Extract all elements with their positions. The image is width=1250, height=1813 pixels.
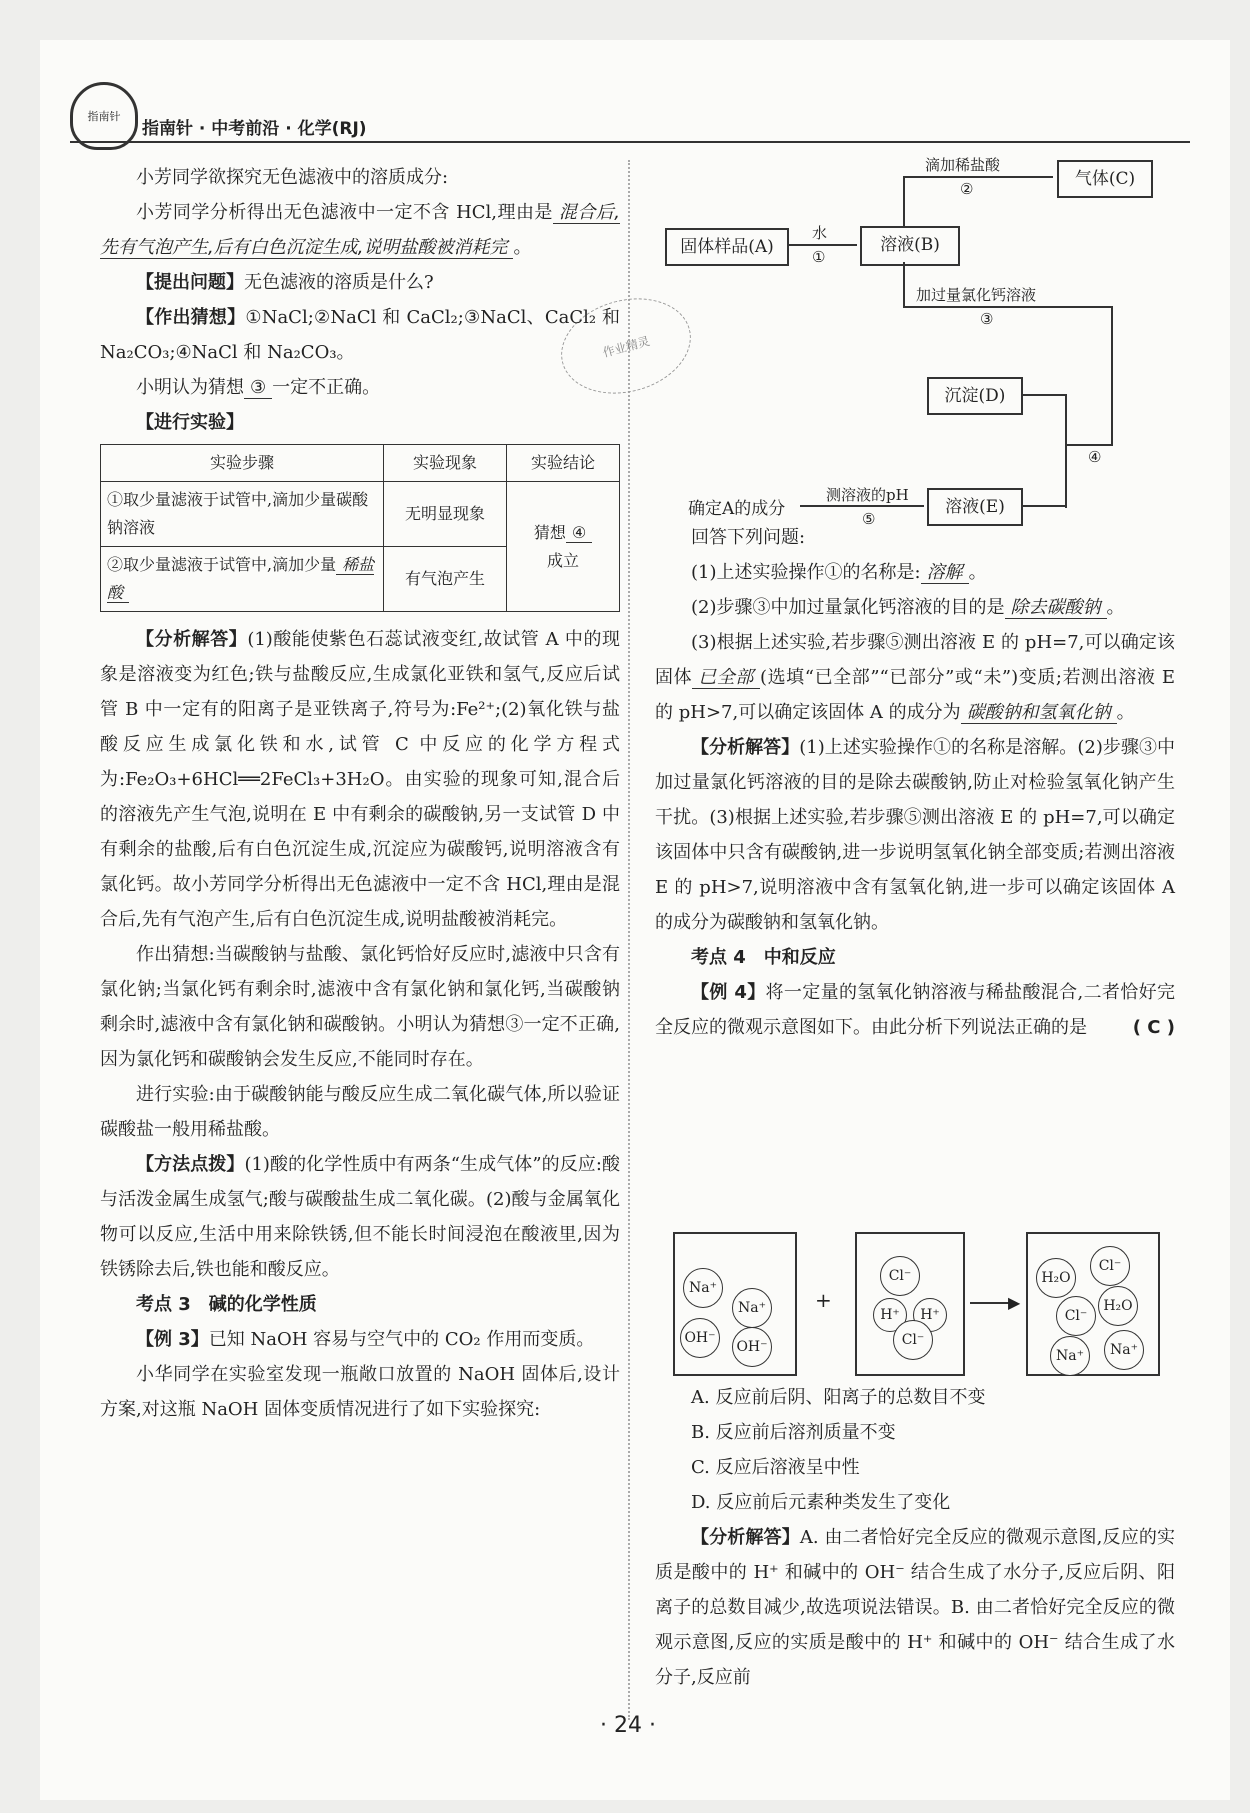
label: 【作出猜想】	[136, 307, 246, 328]
column-divider	[628, 160, 630, 1720]
text: 小明认为猜想	[136, 377, 244, 398]
handwritten-answer: 稀盐酸	[107, 555, 375, 602]
label: 【进行实验】	[136, 412, 244, 433]
para	[100, 1322, 620, 1357]
table-header-row	[101, 445, 620, 482]
handwritten-answer: 溶解	[921, 562, 969, 584]
handwritten-answer: ③	[244, 377, 272, 399]
text: A. 由二者恰好完全反应的微观示意图,反应的实质是酸中的 H⁺ 和碱中的 OH⁻ 结合生成了水分子,反应后阴、阳离子的总数目减少,故选项说法错误。B. 由二者恰好完全反应的微观示意图,反应的实质是酸中的 H⁺ 和碱中的 OH⁻ 结合生成了水分子,反应前	[655, 1527, 1175, 1688]
table-cell	[507, 482, 620, 612]
ion: H₂O	[1098, 1286, 1138, 1326]
text: 。	[1106, 597, 1125, 618]
text: (选填“已全部”“已部分”或“未”)变质;若测出溶液 E 的 pH>7,可以确定该固体 A 的成分为	[655, 667, 1175, 723]
table-header: 实验步骤	[101, 445, 384, 482]
ion: H⁺	[913, 1298, 947, 1332]
label: 【例 3】	[136, 1329, 209, 1350]
right-column	[655, 520, 1175, 1045]
label: 【提出问题】	[136, 272, 244, 293]
label-step5: ⑤	[862, 510, 876, 528]
header-title: 指南针 · 中考前沿 · 化学(RJ)	[142, 119, 367, 139]
handwritten-answer: 混合后,先有气泡产生,后有白色沉淀生成,说明盐酸被消耗完	[100, 202, 620, 258]
ion: Na⁺	[1050, 1336, 1090, 1376]
ion: H₂O	[1036, 1258, 1076, 1298]
para	[655, 555, 1175, 590]
table-header: 实验现象	[384, 445, 507, 482]
text: 已知 NaOH 容易与空气中的 CO₂ 作用而变质。	[208, 1329, 595, 1350]
arrow-line	[800, 505, 924, 507]
para	[655, 1520, 1175, 1695]
section-heading: 考点 4 中和反应	[691, 947, 836, 968]
plus-sign: +	[815, 1288, 832, 1312]
text: (1)酸能使紫色石蕊试液变红,故试管 A 中的现象是溶液变为红色;铁与盐酸反应,生成氯化亚铁和氢气,反应后试管 B 中一定有的阳离子是亚铁离子,符号为:Fe²⁺;(2)氧化铁与盐酸反应生成氯化铁和水,试管 C 中反应的化学方程式为:Fe₂O₃+6HCl══2FeCl₃+3H₂O。由实验的现象可知,混合后的溶液先产生气泡,说明在 E 中有剩余的碳酸钠,另一支试管 D 中有剩余的盐酸,后有白色沉淀生成,沉淀应为碳酸钙,说明溶液含有氯化钙。故小芳同学分析得出无色滤液中一定不含 HCl,理由是混合后,先有气泡产生,后有白色沉淀生成,说明盐酸被消耗完。	[100, 629, 620, 930]
text: 成立	[546, 550, 579, 570]
table-cell: ①取少量滤液于试管中,滴加少量碳酸钠溶液	[101, 482, 384, 547]
table-cell: 无明显现象	[384, 482, 507, 547]
label-measure-ph: 测溶液的pH	[826, 486, 909, 504]
para: 回答下列问题:	[691, 527, 806, 548]
text: ②取少量滤液于试管中,滴加少量	[107, 555, 337, 574]
arrow-line	[1065, 394, 1067, 508]
text: 。	[513, 237, 532, 258]
para	[100, 1147, 620, 1287]
para	[655, 975, 1175, 1045]
ion: Cl⁻	[880, 1256, 920, 1296]
para	[100, 370, 620, 405]
arrow-line	[970, 1302, 1012, 1304]
label-step3: ③	[980, 310, 994, 328]
arrow-head-icon: ▶	[1008, 1293, 1021, 1312]
logo-text: 指南针	[87, 110, 121, 123]
text: 一定不正确。	[272, 377, 381, 398]
ion: Cl⁻	[1056, 1296, 1096, 1336]
ion: Na⁺	[1104, 1330, 1144, 1370]
text: (2)步骤③中加过量氯化钙溶液的目的是	[691, 597, 1005, 618]
text: 。	[1116, 702, 1135, 723]
text: 无色滤液的溶质是什么?	[244, 272, 434, 293]
label-add-acid: 滴加稀盐酸	[925, 156, 1001, 174]
text: 。	[968, 562, 987, 583]
logo	[70, 82, 138, 150]
option-d: D. 反应前后元素种类发生了变化	[691, 1492, 951, 1513]
para: 小华同学在实验室发现一瓶敞口放置的 NaOH 固体后,设计方案,对这瓶 NaOH 固体变质情况进行了如下实验探究:	[100, 1364, 620, 1420]
ion: Cl⁻	[1090, 1246, 1130, 1286]
ion: Na⁺	[683, 1268, 723, 1308]
option-a: A. 反应前后阴、阳离子的总数目不变	[691, 1387, 986, 1408]
options-and-analysis	[655, 1380, 1175, 1695]
box-solution-b: 溶液(B)	[860, 226, 960, 266]
watermark-stamp: 作业精灵	[550, 284, 701, 407]
handwritten-answer: 碳酸钠和氢氧化钠	[961, 702, 1117, 724]
ion: Na⁺	[732, 1288, 772, 1328]
text: 猜想	[533, 522, 566, 542]
para: 进行实验:由于碳酸钠能与酸反应生成二氧化碳气体,所以验证碳酸盐一般用稀盐酸。	[100, 1084, 620, 1140]
box-gas-c: 气体(C)	[1057, 160, 1153, 198]
section-heading: 考点 3 碱的化学性质	[136, 1294, 317, 1315]
label-step1: ①	[812, 248, 826, 266]
ion: OH⁻	[680, 1318, 720, 1358]
answer: ( C )	[1132, 1017, 1175, 1038]
label-step4: ④	[1088, 448, 1102, 466]
arrow-line	[1066, 444, 1112, 446]
text: ①NaCl;②NaCl 和 CaCl₂;③NaCl、CaCl₂ 和 Na₂CO₃;④NaCl 和 Na₂CO₃。	[100, 307, 621, 363]
label: 【分析解答】	[691, 737, 800, 758]
box-sample: 固体样品(A)	[665, 228, 789, 266]
text: 将一定量的氢氧化钠溶液与稀盐酸混合,二者恰好完全反应的微观示意图如下。由此分析下列说法正确的是	[655, 982, 1175, 1038]
arrow-line	[903, 176, 905, 226]
label: 【分析解答】	[136, 629, 248, 650]
ion: H⁺	[873, 1298, 907, 1332]
box-precipitate-d: 沉淀(D)	[927, 377, 1023, 415]
table-row	[101, 482, 620, 547]
text: (3)根据上述实验,若步骤⑤测出溶液 E 的 pH=7,可以确定该固体	[655, 632, 1175, 688]
option-b: B. 反应前后溶剂质量不变	[691, 1422, 896, 1443]
header-rule	[70, 141, 1190, 143]
box-solution-e: 溶液(E)	[927, 488, 1023, 526]
label: 【分析解答】	[691, 1527, 800, 1548]
arrow-line	[903, 306, 1113, 308]
page-number: · 24 ·	[600, 1713, 656, 1738]
arrow-line	[903, 262, 905, 308]
label-determine-a: 确定A的成分	[688, 499, 786, 519]
handwritten-answer: 已全部	[692, 667, 760, 689]
experiment-table	[100, 444, 620, 612]
para	[655, 730, 1175, 940]
label: 【方法点拨】	[136, 1154, 245, 1175]
option-c: C. 反应后溶液呈中性	[691, 1457, 860, 1478]
handwritten-answer: 除去碳酸钠	[1005, 597, 1107, 619]
label-add-cacl2: 加过量氯化钙溶液	[916, 286, 1037, 304]
handwritten-answer: ④	[566, 523, 592, 543]
ion: OH⁻	[732, 1327, 772, 1367]
text: (1)酸的化学性质中有两条“生成气体”的反应:酸与活泼金属生成氢气;酸与碳酸盐生成二氧化碳。(2)酸与金属氧化物可以反应,生活中用来除铁锈,但不能长时间浸泡在酸液里,因为铁锈除去后,铁也能和酸反应。	[100, 1154, 620, 1280]
arrow-line	[1111, 306, 1113, 446]
table-cell	[101, 547, 384, 612]
arrow-line	[789, 244, 857, 246]
para	[655, 625, 1175, 730]
arrow-line	[1022, 505, 1066, 507]
label-water: 水	[812, 224, 828, 242]
para	[100, 195, 620, 265]
arrow-line	[903, 176, 1053, 178]
ion: Cl⁻	[893, 1320, 933, 1360]
para	[655, 590, 1175, 625]
para	[100, 265, 620, 300]
text: (1)上述实验操作①的名称是:	[691, 562, 921, 583]
arrow-line	[1022, 394, 1066, 396]
table-header: 实验结论	[507, 445, 620, 482]
para	[100, 300, 620, 370]
label: 【例 4】	[691, 982, 766, 1003]
text: (1)上述实验操作①的名称是溶解。(2)步骤③中加过量氯化钙溶液的目的是除去碳酸钠,防止对检验氢氧化钠产生干扰。(3)根据上述实验,若步骤⑤测出溶液 E 的 pH=7,可以确定该固体中只含有碳酸钠,进一步说明氢氧化钠全部变质;若测出溶液 E 的 pH>7,说明溶液中含有氢氧化钠,进一步可以确定该固体 A 的成分为碳酸钠和氢氧化钠。	[655, 737, 1176, 933]
para	[100, 405, 620, 440]
table-cell: 有气泡产生	[384, 547, 507, 612]
text: 小芳同学分析得出无色滤液中一定不含 HCl,理由是	[136, 202, 553, 223]
left-column	[100, 160, 620, 1427]
para: 小芳同学欲探究无色滤液中的溶质成分:	[136, 167, 449, 188]
label-step2: ②	[960, 180, 974, 198]
para	[100, 622, 620, 937]
para: 作出猜想:当碳酸钠与盐酸、氯化钙恰好反应时,滤液中只含有氯化钠;当氯化钙有剩余时,滤液中含有氯化钠和氯化钙,当碳酸钠剩余时,滤液中含有氯化钠和碳酸钠。小明认为猜想③一定不正确,因为氯化钙和碳酸钠会发生反应,不能同时存在。	[100, 944, 620, 1070]
